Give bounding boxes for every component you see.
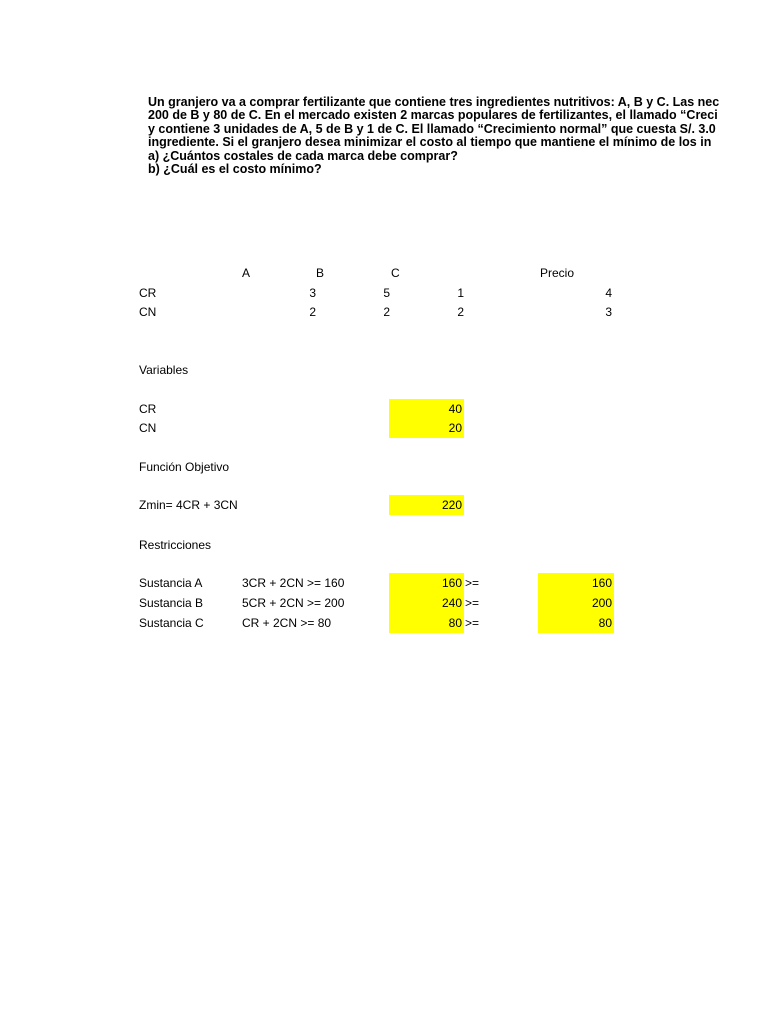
constraint-lhs[interactable]: 240	[441, 596, 462, 610]
objective-formula: Zmin= 4CR + 3CN	[139, 498, 238, 512]
cell-cr-b: 5	[383, 286, 390, 300]
problem-line: b) ¿Cuál es el costo mínimo?	[148, 162, 322, 176]
row-label-cn: CN	[139, 305, 157, 319]
constraint-label: Sustancia B	[139, 596, 204, 610]
variables-title: Variables	[139, 363, 189, 377]
problem-line: 200 de B y 80 de C. En el mercado existen 2 marcas populares de fertilizantes, el llamado “Creci	[148, 109, 718, 123]
constraint-expression: CR + 2CN >= 80	[242, 616, 332, 630]
variable-value-cr[interactable]: 40	[448, 402, 462, 416]
constraint-operator: >=	[465, 596, 480, 610]
constraint-expression: 3CR + 2CN >= 160	[242, 576, 345, 590]
cell-cn-c: 2	[457, 305, 464, 319]
constraint-operator: >=	[465, 616, 480, 630]
cell-cn-b: 2	[383, 305, 390, 319]
constraint-operator: >=	[465, 576, 480, 590]
constraint-label: Sustancia A	[139, 576, 203, 590]
constraint-rhs[interactable]: 200	[591, 596, 612, 610]
header-c: C	[391, 266, 400, 280]
constraint-label: Sustancia C	[139, 616, 204, 630]
header-b: B	[316, 266, 325, 280]
header-precio: Precio	[540, 266, 575, 280]
constraints-title: Restricciones	[139, 538, 212, 552]
problem-line: ingrediente. Si el granjero desea minimizar el costo al tiempo que mantiene el mínimo de los in	[148, 136, 712, 150]
constraint-rhs[interactable]: 80	[598, 616, 612, 630]
variable-label-cr: CR	[139, 402, 157, 416]
cell-cn-a: 2	[309, 305, 316, 319]
variable-label-cn: CN	[139, 421, 157, 435]
cell-cr-precio: 4	[605, 286, 612, 300]
header-a: A	[242, 266, 251, 280]
problem-statement	[148, 96, 768, 176]
cell-cn-precio: 3	[605, 305, 612, 319]
problem-line: Un granjero va a comprar fertilizante que contiene tres ingredientes nutritivos: A, B y C. Las nec	[148, 96, 720, 109]
constraint-lhs[interactable]: 160	[441, 576, 462, 590]
constraint-expression: 5CR + 2CN >= 200	[242, 596, 345, 610]
problem-line: a) ¿Cuántos costales de cada marca debe comprar?	[148, 149, 458, 163]
cell-cr-a: 3	[309, 286, 316, 300]
cell-cr-c: 1	[457, 286, 464, 300]
constraint-rhs[interactable]: 160	[591, 576, 612, 590]
constraint-lhs[interactable]: 80	[448, 616, 462, 630]
objective-title: Función Objetivo	[139, 460, 230, 474]
variable-value-cn[interactable]: 20	[448, 421, 462, 435]
problem-line: y contiene 3 unidades de A, 5 de B y 1 de C. El llamado “Crecimiento normal” que cuesta S/. 3.0	[148, 122, 716, 136]
objective-value[interactable]: 220	[441, 498, 462, 512]
row-label-cr: CR	[139, 286, 157, 300]
